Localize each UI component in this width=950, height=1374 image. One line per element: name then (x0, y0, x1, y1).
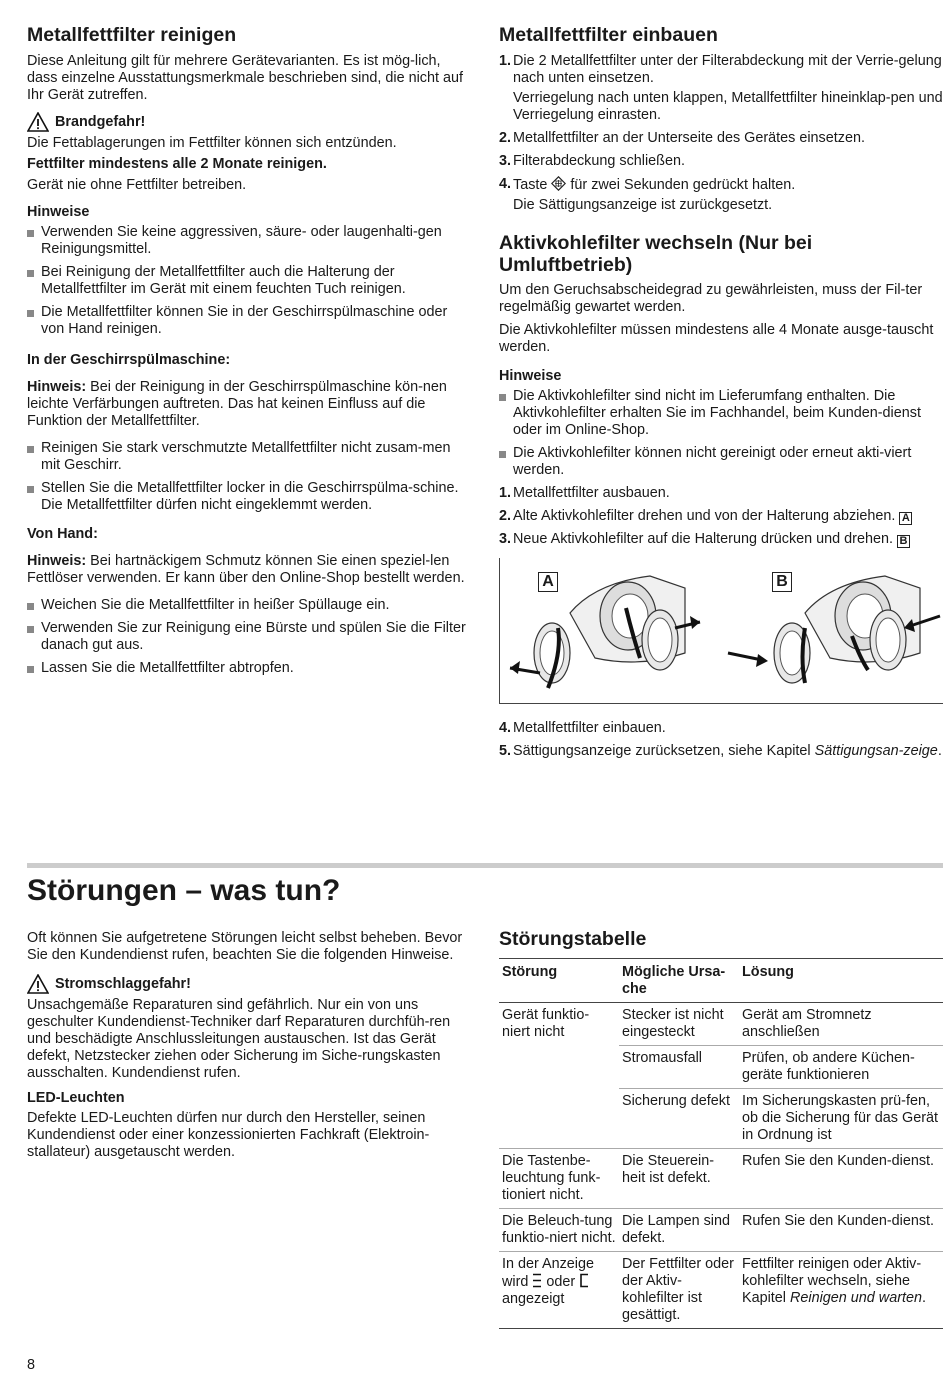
dishwasher-note (27, 379, 472, 430)
dishwasher-heading: In der Geschirrspülmaschine: (27, 352, 231, 368)
list-item (499, 531, 943, 548)
table-cell: Die Beleuch-tung funktio-niert nicht. (499, 1209, 619, 1252)
table-row (499, 1252, 943, 1329)
carbon-filter-symbol-icon (579, 1273, 589, 1288)
note-text: Bei der Reinigung in der Geschirrspülmaschine kön-nen leichte Verfärbungen auftreten. Das hat keinen Einfluss auf die Funktion der Metallfettfilter. (27, 379, 447, 429)
list-item: Die Metallfettfilter können Sie in der Geschirrspülmaschine oder von Hand reinigen. (27, 304, 472, 338)
note-label: Hinweis: (27, 379, 87, 395)
grease-filter-cleaning-section (27, 24, 472, 683)
table-row (499, 1149, 943, 1209)
figure-label-a: A (538, 572, 558, 592)
dishwasher-list (27, 440, 472, 514)
fault-table (499, 958, 943, 1329)
carbon-text-1: Um den Geruchsabscheidegrad zu gewährleisten, muss der Fil-ter regelmäßig gewartet werden. (499, 282, 923, 315)
list-item (499, 508, 943, 525)
cell-text: Fettfilter reinigen oder Aktiv-kohlefilter wechseln, siehe Kapitel (742, 1256, 922, 1306)
illustration-panel-a (510, 576, 700, 688)
warning-text: Unsachgemäße Reparaturen sind gefährlich. Nur ein von uns geschulter Kundendienst-Techniker darf Reparaturen durchfüh-ren und beschädigte Anschlussleitungen austauschen. Ist das Gerät defekt, Netzstecker ziehen oder Sicherung im Siche-rungskasten ausschalten. Kundendienst rufen. (27, 997, 451, 1081)
step-sub: Verriegelung nach unten klappen, Metallfettfilter hineinklap-pen und Verriegelung einrasten. (513, 90, 943, 123)
carbon-steps (499, 485, 943, 548)
step-number: 3. (499, 153, 512, 169)
table-cell: Im Sicherungskasten prü-fen, ob die Sicherung für das Gerät in Ordnung ist (739, 1089, 943, 1149)
warning-icon (27, 112, 49, 132)
column-header: Störung (499, 959, 619, 1003)
troubleshooting-intro-section (27, 930, 472, 1165)
step-number: 2. (499, 130, 512, 146)
by-hand-heading: Von Hand: (27, 526, 98, 542)
fire-warning (27, 112, 472, 132)
column-header: Mögliche Ursa-che (619, 959, 739, 1003)
electric-shock-warning (27, 974, 472, 994)
table-cell: Sicherung defekt (619, 1089, 739, 1149)
table-cell (499, 1046, 619, 1089)
grease-filter-symbol-icon (532, 1273, 542, 1288)
warning-text-1: Die Fettablagerungen im Fettfilter können sich entzünden. (27, 135, 397, 151)
step-text: Metallfettfilter ausbauen. (513, 485, 670, 501)
table-cell (499, 1089, 619, 1149)
list-item: Reinigen Sie stark verschmutzte Metallfettfilter nicht zusam-men mit Geschirr. (27, 440, 472, 474)
note-text: Bei hartnäckigem Schmutz können Sie einen speziel-len Fettlöser verwenden. Er kann über den Online-Shop bestellt werden. (27, 553, 465, 586)
warning-icon (27, 974, 49, 994)
list-item (499, 720, 943, 737)
list-item (499, 485, 943, 502)
page-number: 8 (27, 1357, 36, 1373)
table-row (499, 1209, 943, 1252)
table-cell: Die Lampen sind defekt. (619, 1209, 739, 1252)
warning-title: Brandgefahr! (55, 113, 146, 130)
list-item (499, 153, 943, 170)
warning-text-2: Fettfilter mindestens alle 2 Monate reinigen. (27, 156, 327, 172)
chapter-reference: Reinigen und warten (790, 1290, 923, 1306)
by-hand-note (27, 553, 472, 587)
step-number: 1. (499, 53, 512, 69)
intro-text: Diese Anleitung gilt für mehrere Gerätevarianten. Es ist mög-lich, dass einzelne Ausstattungsmerkmale beschrieben sind, die nicht auf Ihr Gerät zutreffen. (27, 53, 463, 103)
cell-text: In der Anzeige wird (502, 1256, 595, 1290)
column-header: Lösung (739, 959, 943, 1003)
list-item: Die Aktivkohlefilter können nicht gereinigt oder erneut akti-viert werden. (499, 445, 943, 479)
cell-text: oder (542, 1274, 580, 1290)
step-text-end: . (937, 743, 942, 759)
list-item: Weichen Sie die Metallfettfilter in heißer Spüllauge ein. (27, 597, 472, 614)
table-cell: Die Steuerein-heit ist defekt. (619, 1149, 739, 1209)
step-number: 5. (499, 743, 512, 759)
list-item (499, 176, 943, 214)
hints-list (27, 224, 472, 338)
table-cell (499, 1252, 619, 1329)
cell-text: . (922, 1290, 927, 1306)
cell-text: angezeigt (502, 1291, 565, 1307)
step-text: Metallfettfilter an der Unterseite des Gerätes einsetzen. (513, 130, 865, 146)
table-cell: Gerät am Stromnetz anschließen (739, 1003, 943, 1046)
table-cell: Rufen Sie den Kunden-dienst. (739, 1209, 943, 1252)
table-cell: Stecker ist nicht eingesteckt (619, 1003, 739, 1046)
carbon-filter-figure (499, 558, 943, 704)
step-number: 1. (499, 485, 512, 501)
chapter-divider (27, 863, 943, 868)
figure-ref-a: A (899, 512, 912, 525)
by-hand-list (27, 597, 472, 677)
carbon-filter-illustration (500, 558, 944, 704)
step-text: Sättigungsanzeige zurücksetzen, siehe Kapitel (513, 743, 815, 759)
step-number: 4. (499, 176, 512, 192)
table-cell: Der Fettfilter oder der Aktiv-kohlefilter ist gesättigt. (619, 1252, 739, 1329)
figure-label-b: B (772, 572, 792, 592)
filter-button-icon (551, 176, 566, 191)
table-cell: Die Tastenbe-leuchtung funk-tioniert nicht. (499, 1149, 619, 1209)
step-sub: Die Sättigungsanzeige ist zurückgesetzt. (513, 197, 773, 213)
table-row (499, 1046, 943, 1089)
hints-heading: Hinweise (27, 204, 90, 220)
step-text: Die 2 Metallfettfilter unter der Filterabdeckung mit der Verrie-gelung nach unten einsetzen. (513, 53, 942, 86)
table-cell: Stromausfall (619, 1046, 739, 1089)
step-text: Neue Aktivkohlefilter auf die Halterung drücken und drehen. (513, 531, 897, 547)
carbon-text-2: Die Aktivkohlefilter müssen mindestens alle 4 Monate ausge-tauscht werden. (499, 322, 934, 355)
list-item: Die Aktivkohlefilter sind nicht im Lieferumfang enthalten. Die Aktivkohlefilter erhalten Sie im Fachhandel, beim Kunden-dienst oder im Online-Shop. (499, 388, 943, 439)
warning-title: Stromschlaggefahr! (55, 975, 191, 992)
carbon-title: Aktivkohlefilter wechseln (Nur bei Umluftbetrieb) (499, 232, 813, 276)
list-item: Bei Reinigung der Metallfettfilter auch die Halterung der Metallfettfilter im Gerät mit einem feuchten Tuch reinigen. (27, 264, 472, 298)
list-item (499, 743, 943, 760)
table-row (499, 1003, 943, 1046)
step-text: Filterabdeckung schließen. (513, 153, 685, 169)
troubleshooting-intro: Oft können Sie aufgetretene Störungen leicht selbst beheben. Bevor Sie den Kundendienst rufen, beachten Sie die folgenden Hinweise. (27, 930, 463, 963)
led-text: Defekte LED-Leuchten dürfen nur durch den Hersteller, seinen Kundendienst oder einer konzessionierten Fachkraft (Elektroin-stallateur) ausgetauscht werden. (27, 1110, 430, 1160)
list-item (499, 53, 943, 124)
fault-table-section (499, 928, 943, 1329)
carbon-hints-list (499, 388, 943, 479)
step-text: für zwei Sekunden gedrückt halten. (566, 177, 796, 193)
step-number: 3. (499, 531, 512, 547)
table-row (499, 1089, 943, 1149)
warning-text-3: Gerät nie ohne Fettfilter betreiben. (27, 177, 247, 193)
led-heading: LED-Leuchten (27, 1090, 125, 1106)
table-cell: Prüfen, ob andere Küchen-geräte funktionieren (739, 1046, 943, 1089)
fault-table-title: Störungstabelle (499, 928, 647, 950)
install-title: Metallfettfilter einbauen (499, 24, 718, 46)
carbon-hints-heading: Hinweise (499, 368, 562, 384)
step-text: Taste (513, 177, 552, 193)
table-cell: Gerät funktio-niert nicht (502, 1007, 590, 1040)
chapter-title: Störungen – was tun? (27, 874, 341, 907)
list-item: Verwenden Sie zur Reinigung eine Bürste und spülen Sie die Filter danach gut aus. (27, 620, 472, 654)
chapter-reference: Sättigungsan-zeige (814, 743, 938, 759)
step-number: 4. (499, 720, 512, 736)
table-header-row (499, 959, 943, 1003)
list-item: Verwenden Sie keine aggressiven, säure- oder laugenhalti-gen Reinigungsmittel. (27, 224, 472, 258)
step-number: 2. (499, 508, 512, 524)
carbon-steps-continued (499, 720, 943, 760)
section-title: Metallfettfilter reinigen (27, 24, 237, 46)
illustration-panel-b (728, 576, 940, 683)
install-and-carbon-section (499, 24, 943, 766)
step-text: Alte Aktivkohlefilter drehen und von der Halterung abziehen. (513, 508, 900, 524)
install-steps (499, 53, 943, 214)
table-cell (739, 1252, 943, 1329)
note-label: Hinweis: (27, 553, 87, 569)
step-text: Metallfettfilter einbauen. (513, 720, 666, 736)
table-cell: Rufen Sie den Kunden-dienst. (739, 1149, 943, 1209)
list-item: Stellen Sie die Metallfettfilter locker in die Geschirrspülma-schine. Die Metallfettfilter dürfen nicht eingeklemmt werden. (27, 480, 472, 514)
list-item (499, 130, 943, 147)
list-item: Lassen Sie die Metallfettfilter abtropfen. (27, 660, 472, 677)
figure-ref-b: B (897, 535, 910, 548)
